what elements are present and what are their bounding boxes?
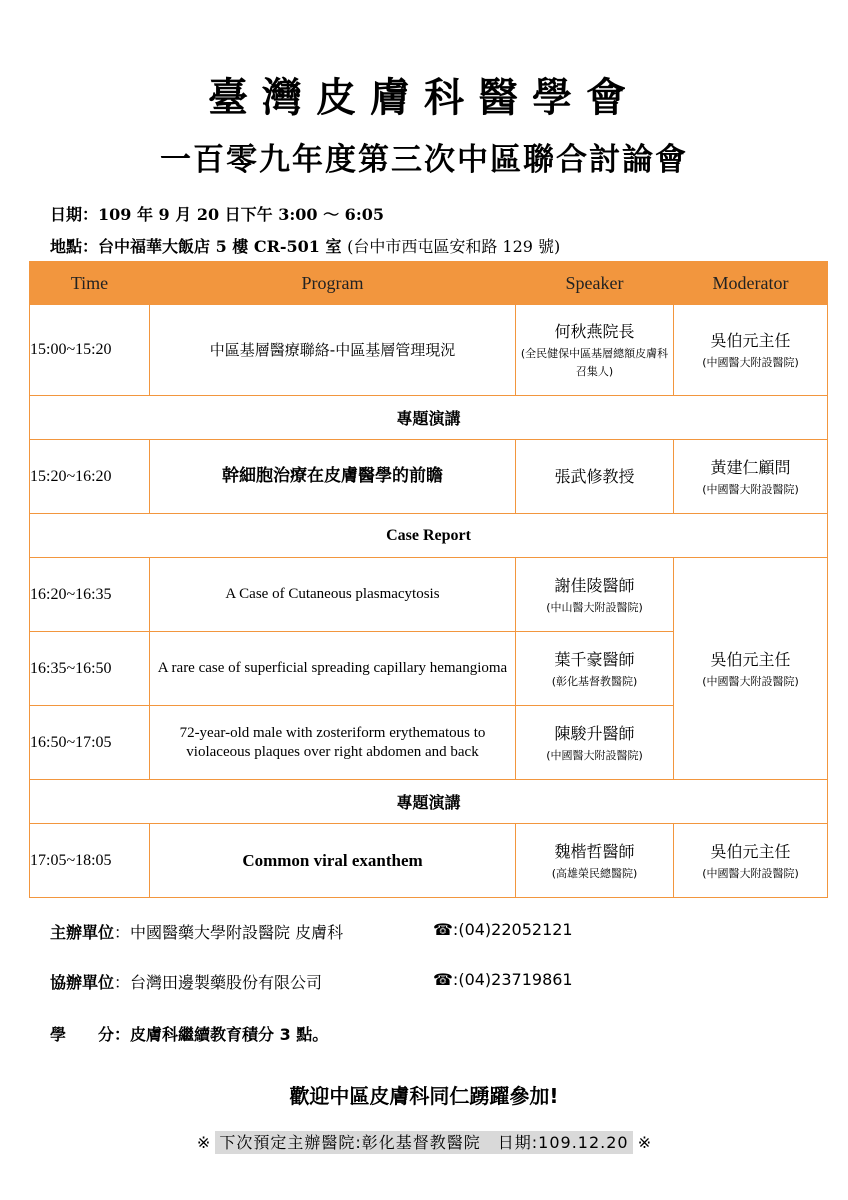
page-subtitle: 一百零九年度第三次中區聯合討論會 [160, 142, 688, 178]
speaker-name: 葉千豪醫師 [554, 649, 635, 669]
table-row [30, 824, 828, 898]
moderator-affiliation: (中國醫大附設醫院) [702, 866, 799, 880]
row-time: 17:05~18:05 [30, 824, 150, 898]
table-row [30, 440, 828, 514]
speaker-name: 何秋燕院長 [554, 322, 635, 341]
section-row [30, 514, 828, 558]
credit-label: 學 分 [50, 1025, 115, 1044]
case-moderator [674, 558, 828, 780]
moderator-name: 吳伯元主任 [710, 649, 791, 669]
speaker-affiliation: (中國醫大附設醫院) [546, 748, 643, 762]
speaker-name: 魏楷哲醫師 [554, 841, 635, 861]
schedule-table [29, 261, 828, 898]
section-row [30, 780, 828, 824]
row-speaker [516, 440, 674, 514]
moderator-affiliation: (中國醫大附設醫院) [702, 482, 799, 496]
row-time: 16:20~16:35 [30, 558, 150, 632]
cohost-value: ：台灣田邊製藥股份有限公司 [114, 973, 323, 992]
row-speaker [516, 558, 674, 632]
note-mark-left: ※ [196, 1133, 211, 1152]
row-time: 15:00~15:20 [30, 305, 150, 396]
welcome-message: 歡迎中區皮膚科同仁踴躍參加! [289, 1084, 559, 1108]
row-program: Common viral exanthem [150, 824, 516, 898]
host-label: 主辦單位 [50, 923, 115, 942]
row-program: A rare case of superficial spreading capillary hemangioma [150, 632, 516, 706]
section-title: 專題演講 [30, 396, 828, 440]
place-address: (台中市西屯區安和路 129 號) [347, 237, 561, 256]
row-speaker [516, 305, 674, 396]
credit-line [50, 1022, 328, 1045]
speaker-name: 謝佳陵醫師 [554, 575, 635, 595]
date-value: 109 年 9 月 20 日下午 3:00 ～ 6:05 [98, 205, 384, 224]
speaker-affiliation: (高雄榮民總醫院) [551, 866, 638, 880]
table-header-row [30, 262, 828, 305]
host-value: ：中國醫藥大學附設醫院 皮膚科 [114, 923, 344, 942]
moderator-name: 吳伯元主任 [710, 841, 791, 861]
row-speaker [516, 824, 674, 898]
row-program: 中區基層醫療聯絡-中區基層管理現況 [150, 305, 516, 396]
row-moderator [674, 440, 828, 514]
row-program: 72-year-old male with zosteriform erythematous to violaceous plaques over right abdomen and back [150, 706, 516, 780]
table-row [30, 558, 828, 632]
credit-value: ：皮膚科繼續教育積分 3 點。 [114, 1025, 329, 1044]
row-time: 16:50~17:05 [30, 706, 150, 780]
speaker-affiliation: (彰化基督教醫院) [551, 674, 638, 688]
row-program: 幹細胞治療在皮膚醫學的前瞻 [150, 440, 516, 514]
moderator-name: 黃建仁顧問 [710, 457, 791, 477]
speaker-affiliation: (全民健保中區基層總額皮膚科召集人) [520, 347, 669, 378]
row-moderator [674, 305, 828, 396]
next-meeting-text: 下次預定主辦醫院:彰化基督教醫院 日期:109.12.20 [215, 1131, 632, 1154]
header-speaker: Speaker [516, 262, 674, 305]
row-speaker [516, 706, 674, 780]
speaker-name: 張武修教授 [554, 466, 635, 486]
section-row [30, 396, 828, 440]
header-moderator: Moderator [674, 262, 828, 305]
place-label: 地點： [50, 237, 99, 256]
moderator-affiliation: (中國醫大附設醫院) [702, 356, 799, 369]
row-program: A Case of Cutaneous plasmacytosis [150, 558, 516, 632]
place-line [50, 234, 560, 257]
date-label: 日期： [50, 205, 99, 224]
next-meeting-line [0, 1130, 848, 1153]
speaker-affiliation: (中山醫大附設醫院) [546, 600, 643, 614]
row-time: 16:35~16:50 [30, 632, 150, 706]
cohost-phone: ☎:(04)23719861 [433, 970, 573, 989]
cohost-line [50, 970, 322, 993]
row-moderator [674, 824, 828, 898]
page-title: 臺灣皮膚科醫學會 [208, 75, 640, 121]
row-speaker [516, 632, 674, 706]
moderator-name: 吳伯元主任 [710, 331, 791, 350]
date-line [50, 202, 384, 225]
host-phone: ☎:(04)22052121 [433, 920, 573, 939]
moderator-affiliation: (中國醫大附設醫院) [702, 674, 799, 688]
header-program: Program [150, 262, 516, 305]
speaker-name: 陳駿升醫師 [554, 723, 635, 743]
section-title: 專題演講 [30, 780, 828, 824]
cohost-label: 協辦單位 [50, 973, 115, 992]
row-time: 15:20~16:20 [30, 440, 150, 514]
section-title: Case Report [30, 514, 828, 558]
note-mark-right: ※ [637, 1133, 652, 1152]
host-line [50, 920, 343, 943]
table-row [30, 305, 828, 396]
header-time: Time [30, 262, 150, 305]
place-value: 台中福華大飯店 5 樓 CR-501 室 [98, 237, 342, 256]
